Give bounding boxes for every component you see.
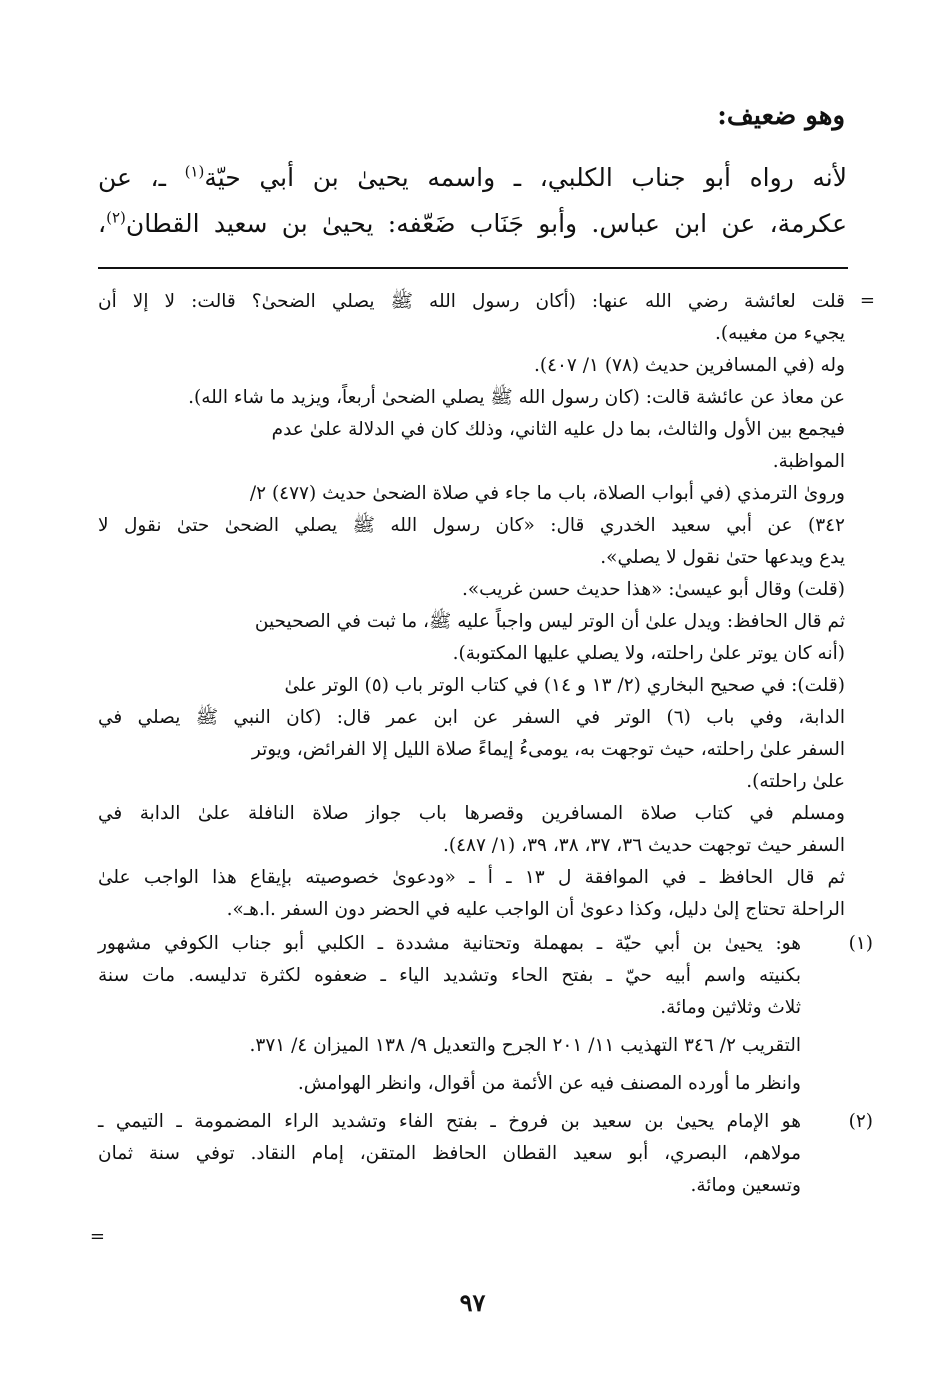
- text-line: هو الإمام يحيىٰ بن سعيد بن فروخ ـ بفتح الفاء وتشديد الراء المضمومة ـ التيمي ـ: [98, 1111, 801, 1132]
- page-number: ٩٧: [459, 1288, 486, 1317]
- note-paragraph: [98, 478, 845, 574]
- footnote-ref[interactable]: (٢): [106, 208, 126, 227]
- text-line: فيجمع بين الأول والثالث، بما دل عليه الثاني، وذلك كان في الدلالة علىٰ عدم: [271, 419, 845, 440]
- note-paragraph: [98, 1030, 801, 1062]
- text-line: علىٰ راحلته).: [746, 771, 845, 792]
- text-line: وتسعين ومائة.: [690, 1175, 801, 1196]
- main-text: [98, 155, 847, 247]
- text-line: المواظبة.: [772, 451, 845, 472]
- footnote-1: [98, 928, 873, 1100]
- note-paragraph: [98, 798, 845, 862]
- text-line: (أنه كان يوتر علىٰ راحلته، ولا يصلي عليها المكتوبة).: [452, 643, 845, 664]
- note-paragraph: [98, 928, 801, 1024]
- text-line: ومسلم في كتاب صلاة المسافرين وقصرها باب جواز صلاة النافلة علىٰ الدابة في: [98, 803, 845, 824]
- text-line: يدع ويدعها حتىٰ نقول لا يصلي».: [600, 547, 845, 568]
- footnote-number: (٢): [848, 1111, 873, 1132]
- text-line: وروىٰ الترمذي (في أبواب الصلاة، باب ما جاء في صلاة الضحىٰ حديث (٤٧٧) ٢/: [249, 483, 845, 504]
- text-line: بكنيته واسم أبيه حيّ ـ بفتح الحاء وتشديد الياء ـ ضعفوه لكثرة تدليسه. مات سنة: [98, 965, 801, 986]
- continuation-marker: =: [89, 1226, 105, 1247]
- text-line: عن معاذ عن عائشة قالت: (كان رسول الله ﷺ يصلي الضحىٰ أربعاً، ويزيد ما شاء الله).: [188, 387, 845, 408]
- note-paragraph: [98, 1068, 801, 1100]
- text-line: السفر علىٰ راحلته، حيث توجهت به، يومىءُ إيماءً صلاة الليل إلا الفرائض، ويوتر: [251, 739, 845, 760]
- footnote-2: [98, 1106, 873, 1202]
- section-heading: وهو ضعيف:: [717, 101, 845, 131]
- note-paragraph: [98, 670, 845, 798]
- note-paragraph: [98, 382, 845, 414]
- text-line: التقريب ٢/ ٣٤٦ التهذيب ١١/ ٢٠١ الجرح والتعديل ٩/ ١٣٨ الميزان ٤/ ٣٧١.: [249, 1035, 801, 1056]
- footnote-number: (١): [848, 933, 873, 954]
- text-line: ثم قال الحافظ ـ في الموافقة ل ١٣ ـ أ ـ «ودعوىٰ خصوصيته بإيقاع هذا الواجب علىٰ: [98, 867, 845, 888]
- text-line: قلت لعائشة رضي الله عنها: (أكان رسول الله ﷺ يصلي الضحىٰ؟ قالت: لا إلا أن: [98, 291, 845, 312]
- note-paragraph: [98, 574, 845, 606]
- text-line: الراحلة تحتاج إلىٰ دليل، وكذا دعوىٰ أن الواجب عليه في الحضر دون السفر .ا.هـ».: [226, 899, 845, 920]
- text-line: السفر حيث توجهت حديث ٣٦، ٣٧، ٣٨، ٣٩، (١/ ٤٨٧).: [443, 835, 845, 856]
- note-paragraph: [98, 414, 845, 478]
- text-line: هو: يحيىٰ بن أبي حيّة ـ بمهملة وتحتانية مشددة ـ الكلبي أبو جناب الكوفي مشهور: [98, 933, 801, 954]
- note-paragraph: [98, 1106, 801, 1202]
- text-line: (قلت): في صحيح البخاري (٢/ ١٣ و ١٤) في كتاب الوتر باب (٥) الوتر علىٰ: [284, 675, 845, 696]
- footnotes: [98, 286, 873, 1202]
- continuation-marker: =: [859, 290, 875, 311]
- text-line: ثلاث وثلاثين ومائة.: [660, 997, 801, 1018]
- text-line: وانظر ما أورده المصنف فيه عن الأئمة من أقوال، وانظر الهوامش.: [297, 1073, 801, 1094]
- text-line: يجيء من مغيبه).: [715, 323, 845, 344]
- note-paragraph: [98, 606, 845, 670]
- main-line: عكرمة، عن ابن عباس. وأبو جَنَاب ضَعّفه: يحيىٰ بن سعيد القطان$^{(٢)}$،: [98, 208, 847, 238]
- note-paragraph: [98, 286, 845, 350]
- main-line: لأنه رواه أبو جناب الكلبي، ـ واسمه يحيىٰ بن أبي حيّة$^{(١)}$ ـ، عن: [98, 162, 847, 192]
- text-line: وله (في المسافرين حديث (٧٨) ١/ ٤٠٧).: [533, 355, 845, 376]
- text-line: ٣٤٢) عن أبي سعيد الخدري قال: «كان رسول الله ﷺ يصلي الضحىٰ حتىٰ نقول لا: [98, 515, 845, 536]
- footnote-ref[interactable]: (١): [184, 162, 205, 181]
- footnote-continuation: [98, 286, 845, 926]
- footnote-separator: [98, 267, 848, 269]
- text-line: ثم قال الحافظ: ويدل علىٰ أن الوتر ليس واجباً عليه ﷺ، ما ثبت في الصحيحين: [254, 611, 845, 632]
- text-line: مولاهم، البصري، أبو سعيد القطان الحافظ المتقن، إمام النقاد. توفي سنة ثمان: [98, 1143, 801, 1164]
- note-paragraph: [98, 350, 845, 382]
- text-line: (قلت) وقال أبو عيسىٰ: «هذا حديث حسن غريب».: [461, 579, 845, 600]
- text-line: الدابة، وفي باب (٦) الوتر في السفر عن ابن عمر قال: (كان النبي ﷺ يصلي في: [98, 707, 845, 728]
- note-paragraph: [98, 862, 845, 926]
